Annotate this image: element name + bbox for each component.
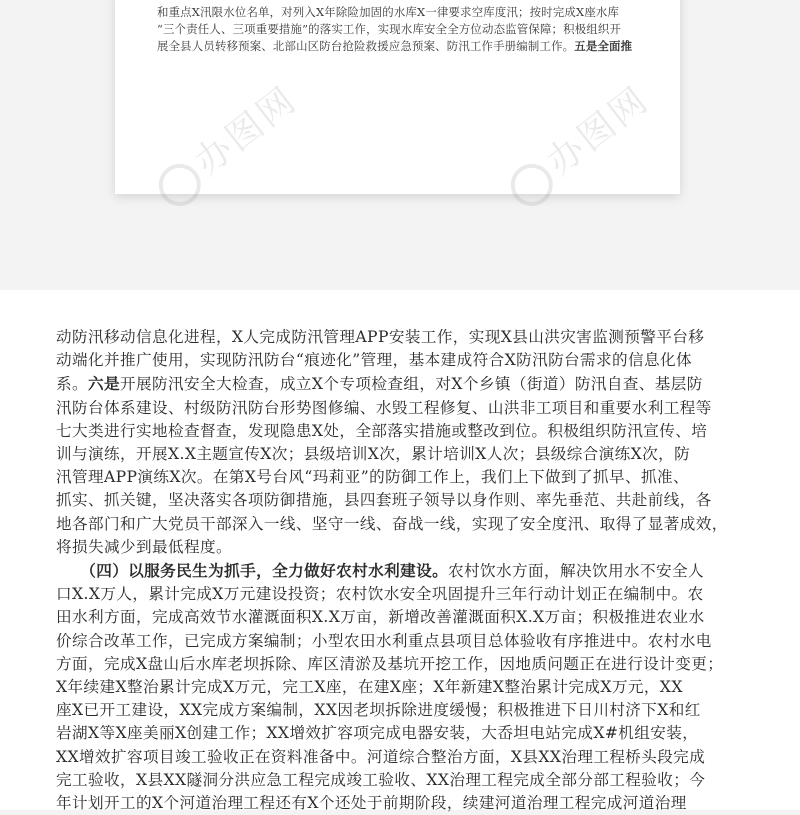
para2-heading-line [56,559,746,583]
para1-line3-bold: 六是 [88,374,120,394]
body-text [56,326,746,815]
top-line-1: 和重点X汛限水位名单，对列入X年除险加固的水库X一律要求空库度汛；按时完成X座水库 [157,5,620,19]
top-line-3 [157,38,637,55]
para1-line: 动防汛移动信息化进程，X人完成防汛管理APP安装工作，实现X县山洪灾害监测预警平台移 [56,328,705,346]
top-page [115,0,680,194]
para1-line: 地各部门和广大党员干部深入一线、坚守一线、奋战一线，实现了安全度汛、取得了显著成效， [56,514,728,533]
para1-line: 汛防台体系建设、村级防汛防台形势图修编、水毁工程修复、山洪非工项目和重要水利工程等 [56,398,712,417]
watermark-text: 办图网 [539,78,657,184]
para1-line3-start: 系。 [56,375,88,394]
para1-line: 七大类进行实地检查督查，发现隐患X处，全部落实措施或整改到位。积极组织防汛宣传、培 [56,421,708,440]
watermark [497,73,658,215]
top-page-text [157,4,637,55]
top-line-3-bold: 五是全面推 [574,39,633,53]
section-heading: （四）以服务民生为抓手，全力做好农村水利建设。 [80,561,449,581]
main-page [0,290,800,813]
watermark [145,73,306,215]
top-line-2: “三个责任人、三项重要措施”的落实工作，实现水库安全全方位动态监管保障；积极组织开 [157,22,622,36]
para1-line: 训与演练，开展X.X主题宣传X次；县级培训X次，累计培训X人次；县级综合演练X次，防 [56,445,691,464]
para2-line: 岩湖X等X座美丽X创建工作；XX增效扩容项完成电器安装，大岙坦电站完成X#机组安装， [56,724,699,743]
para1-line: 将损失减少到最低程度。 [56,537,232,556]
para1-line: 抓实、抓关键，坚决落实各项防御措施，县四套班子领导以身作则、率先垂范、共赴前线，各 [56,491,712,510]
para1-line [56,372,746,396]
para2-line: 田水利方面，完成高效节水灌溉面积X.X万亩，新增改善灌溉面积X.X万亩；积极推进农业水 [56,608,705,627]
watermark-text: 办图网 [187,78,305,184]
para2-line: 年计划开工的X个河道治理工程还有X个还处于前期阶段，续建河道治理工程完成河道治理 [56,794,687,813]
top-line-3-text: 展全县人员转移预案、北部山区防台抢险救援应急预案、防汛工作手册编制工作。 [157,39,575,53]
para2-line: 方面，完成X盘山后水库老坝拆除、库区清淤及基坑开挖工作，因地质问题正在进行设计变更； [56,654,724,673]
para1-line3-end: 开展防汛安全大检查，成立X个专项检查组，对X个乡镇（街道）防汛自查、基层防 [120,375,703,394]
para2-heading-tail: 农村饮水方面，解决饮用水不安全人 [448,562,704,581]
para2-line: 口X.X万人，累计完成X万元建设投资；农村饮水安全巩固提升三年行动计划正在编制中。农 [56,585,704,604]
para2-line: 价综合改革工作，已完成方案编制；小型农田水利重点县项目总体验收有序推进中。农村水电 [56,631,712,650]
para2-line: 完工验收，X县XX隧洞分洪应急工程完成竣工验收、XX治理工程完成全部分部工程验收；今 [56,770,706,789]
para2-line: XX增效扩容项目竣工验收正在资料准备中。河道综合整治方面，X县XX治理工程桥头段完成 [56,747,706,766]
para2-line: X年续建X整治累计完成X万元，完工X座，在建X座；X年新建X整治累计完成X万元，XX [56,678,683,697]
para2-line: 座X已开工建设，XX完成方案编制，XX因老坝拆除进度缓慢；积极推进下日川村济下X和红 [56,701,701,720]
para1-line: 汛管理APP演练X次。在第X号台风“玛莉亚”的防御工作上，我们上下做到了抓早、抓准、 [56,468,689,487]
para1-line: 动端化并推广使用，实现防汛防台“痕迹化”管理，基本建成符合X防汛防台需求的信息化体 [56,351,693,370]
